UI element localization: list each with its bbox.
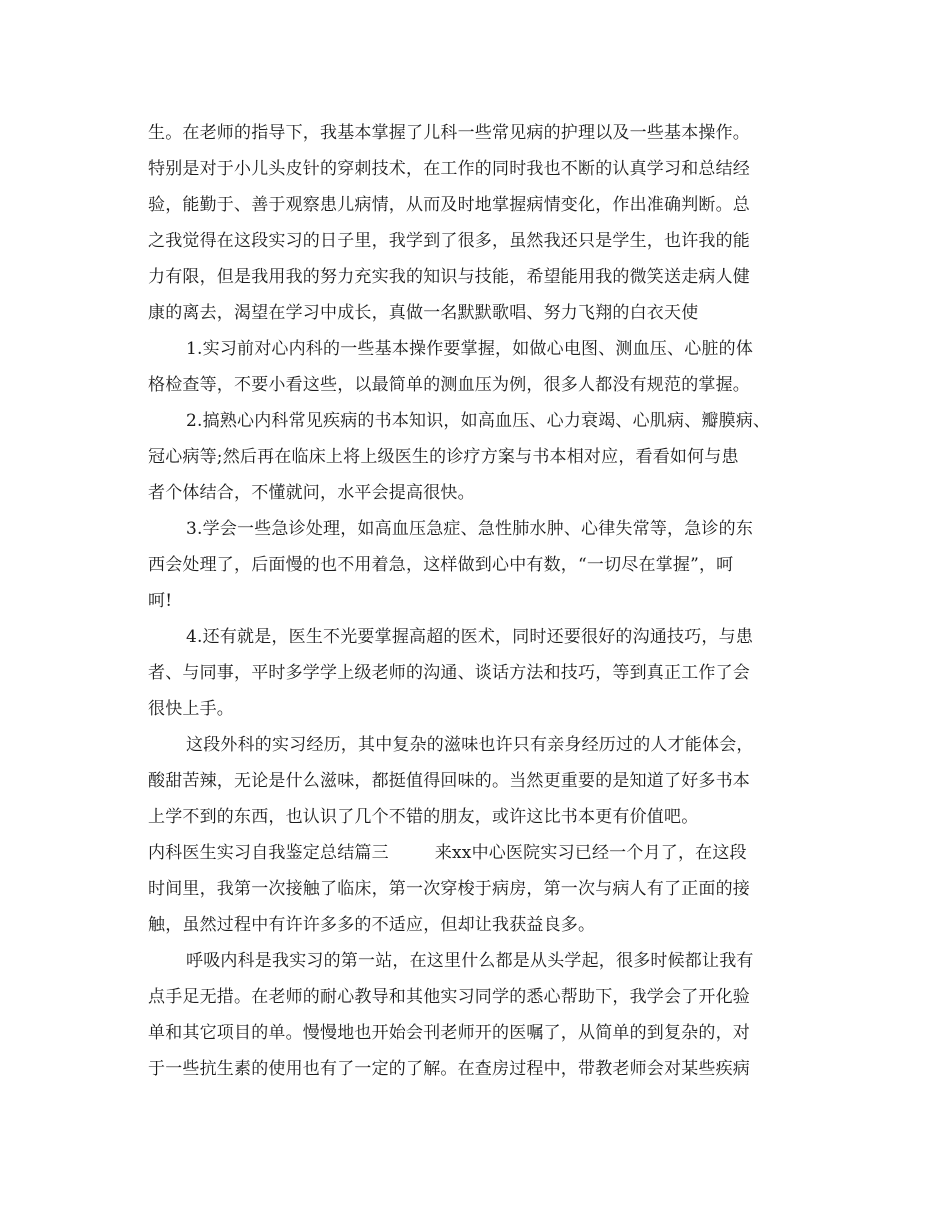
text-line: 者、与同事，平时多学学上级老师的沟通、谈话方法和技巧，等到真正工作了会 <box>148 663 750 683</box>
section-first-text: 来xx中心医院实习已经一个月了，在这段 <box>434 843 747 863</box>
section-title: 内科医生实习自我鉴定总结篇三 <box>148 843 389 863</box>
text-line: 触，虽然过程中有许许多多的不适应，但却让我获益良多。 <box>148 915 596 935</box>
document-body <box>148 115 818 1087</box>
text-line: 很快上手。 <box>148 699 234 719</box>
text-line: 康的离去，渴望在学习中成长，真做一名默默歌唱、努力飞翔的白衣天使 <box>148 303 699 323</box>
paragraph-first-line: 呼吸内科是我实习的第一站，在这里什么都是从头学起，很多时候都让我有 <box>186 951 754 971</box>
text-line: 西会处理了，后面慢的也不用着急，这样做到心中有数，“一切尽在掌握”，呵 <box>148 555 734 575</box>
list-item-1-line: 1.实习前对心内科的一些基本操作要掌握，如做心电图、测血压、心脏的体 <box>186 339 754 359</box>
text-line: 者个体结合，不懂就问，水平会提高很快。 <box>148 483 475 503</box>
list-item-2-line: 2.搞熟心内科常见疾病的书本知识，如高血压、心力衰竭、心肌病、瓣膜病、 <box>186 411 771 431</box>
text-line: 力有限，但是我用我的努力充实我的知识与技能，希望能用我的微笑送走病人健 <box>148 267 750 287</box>
text-line: 时间里，我第一次接触了临床，第一次穿梭于病房，第一次与病人有了正面的接 <box>148 879 750 899</box>
text-line: 验，能勤于、善于观察患儿病情，从而及时地掌握病情变化，作出准确判断。总 <box>148 195 750 215</box>
list-item-3-line: 3.学会一些急诊处理，如高血压急症、急性肺水肿、心律失常等，急诊的东 <box>186 519 754 539</box>
text-line: 呵! <box>148 591 173 611</box>
text-line: 酸甜苦辣，无论是什么滋味，都挺值得回味的。当然更重要的是知道了好多书本 <box>148 771 750 791</box>
text-line: 格检查等，不要小看这些，以最简单的测血压为例，很多人都没有规范的掌握。 <box>148 375 750 395</box>
section-heading-line <box>148 835 818 871</box>
text-line: 之我觉得在这段实习的日子里，我学到了很多，虽然我还只是学生，也许我的能 <box>148 231 750 251</box>
text-line: 冠心病等;然后再在临床上将上级医生的诊疗方案与书本相对应，看看如何与患 <box>148 447 739 467</box>
text-line: 特别是对于小儿头皮针的穿刺技术，在工作的同时我也不断的认真学习和总结经 <box>148 159 750 179</box>
text-line: 上学不到的东西，也认识了几个不错的朋友，或许这比书本更有价值吧。 <box>148 807 699 827</box>
text-line: 单和其它项目的单。慢慢地也开始会刊老师开的医嘱了，从简单的到复杂的，对 <box>148 1023 750 1043</box>
text-line: 点手足无措。在老师的耐心教导和其他实习同学的悉心帮助下，我学会了开化验 <box>148 987 750 1007</box>
list-item-4-line: 4.还有就是，医生不光要掌握高超的医术，同时还要很好的沟通技巧，与患 <box>186 627 754 647</box>
text-line: 于一些抗生素的使用也有了一定的了解。在查房过程中，带教老师会对某些疾病 <box>148 1059 750 1079</box>
paragraph-first-line: 这段外科的实习经历，其中复杂的滋味也许只有亲身经历过的人才能体会， <box>186 735 754 755</box>
text-line: 生。在老师的指导下，我基本掌握了儿科一些常见病的护理以及一些基本操作。 <box>148 123 750 143</box>
